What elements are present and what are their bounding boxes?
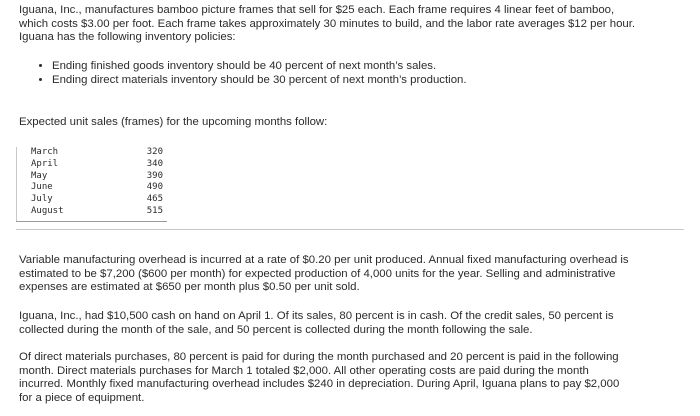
expected-sales-text: Expected unit sales (frames) for the upcoming months follow: <box>19 116 328 128</box>
month-cell: August <box>31 205 64 216</box>
units-cell: 515 <box>146 205 163 216</box>
intro-line-3: Iguana has the following inventory policies: <box>19 31 236 44</box>
overhead-line-3: expenses are estimated at $650 per month plus $0.50 per unit sold. <box>19 281 360 294</box>
materials-line-1: Of direct materials purchases, 80 percent is paid for during the month purchased and 20 percent is paid in the following <box>19 351 619 363</box>
materials-line-3: incurred. Monthly fixed manufacturing overhead includes $240 in depreciation. During April, Iguana plans to pay $2,000 <box>19 378 620 391</box>
section-divider <box>16 229 684 230</box>
intro-line-1: Iguana, Inc., manufactures bamboo picture frames that sell for $25 each. Each frame requires 4 linear feet of bamboo, <box>19 4 615 16</box>
policy-item-direct-materials: • Ending direct materials inventory should be 30 percent of next month’s production. <box>52 74 467 88</box>
table-row <box>17 206 168 221</box>
units-cell: 320 <box>146 147 163 157</box>
materials-paragraph <box>19 351 694 405</box>
materials-line-4: for a piece of equipment. <box>19 391 145 404</box>
units-cell: 340 <box>146 158 163 169</box>
cash-paragraph <box>19 310 694 337</box>
policy-item-finished-goods: • Ending finished goods inventory should be 40 percent of next month’s sales. <box>52 60 467 74</box>
month-cell: July <box>31 194 53 205</box>
month-cell: May <box>31 170 48 181</box>
materials-line-2: month. Direct materials purchases for March 1 totaled $2,000. All other operating costs are paid during the month <box>19 364 589 377</box>
table-row <box>17 182 168 194</box>
overhead-line-1: Variable manufacturing overhead is incurred at a rate of $0.20 per unit produced. Annual fixed manufacturing overhead is <box>19 254 629 266</box>
cash-line-1: Iguana, Inc., had $10,500 cash on hand on April 1. Of its sales, 80 percent is in cash. Of the credit sales, 50 percent is <box>19 310 614 322</box>
month-cell: March <box>31 147 59 157</box>
cash-line-2: collected during the month of the sale, and 50 percent is collected during the month following the sale. <box>19 323 533 336</box>
month-cell: April <box>31 158 59 169</box>
table-row <box>17 194 168 206</box>
units-cell: 490 <box>146 182 163 193</box>
units-cell: 465 <box>146 194 163 205</box>
intro-paragraph <box>19 4 694 45</box>
overhead-line-2: estimated to be $7,200 ($600 per month) for expected production of 4,000 units for the year. Selling and administrative <box>19 267 616 280</box>
expected-sales-table <box>16 147 167 222</box>
intro-line-2: which costs $3.00 per foot. Each frame takes approximately 30 minutes to build, and the labor rate averages $12 per hour. <box>19 17 636 30</box>
table-row <box>17 159 168 171</box>
month-cell: June <box>31 182 53 193</box>
overhead-paragraph <box>19 254 694 295</box>
table-row <box>17 171 168 183</box>
table-row <box>17 147 168 159</box>
units-cell: 390 <box>146 170 163 181</box>
inventory-policy-list <box>34 60 467 87</box>
